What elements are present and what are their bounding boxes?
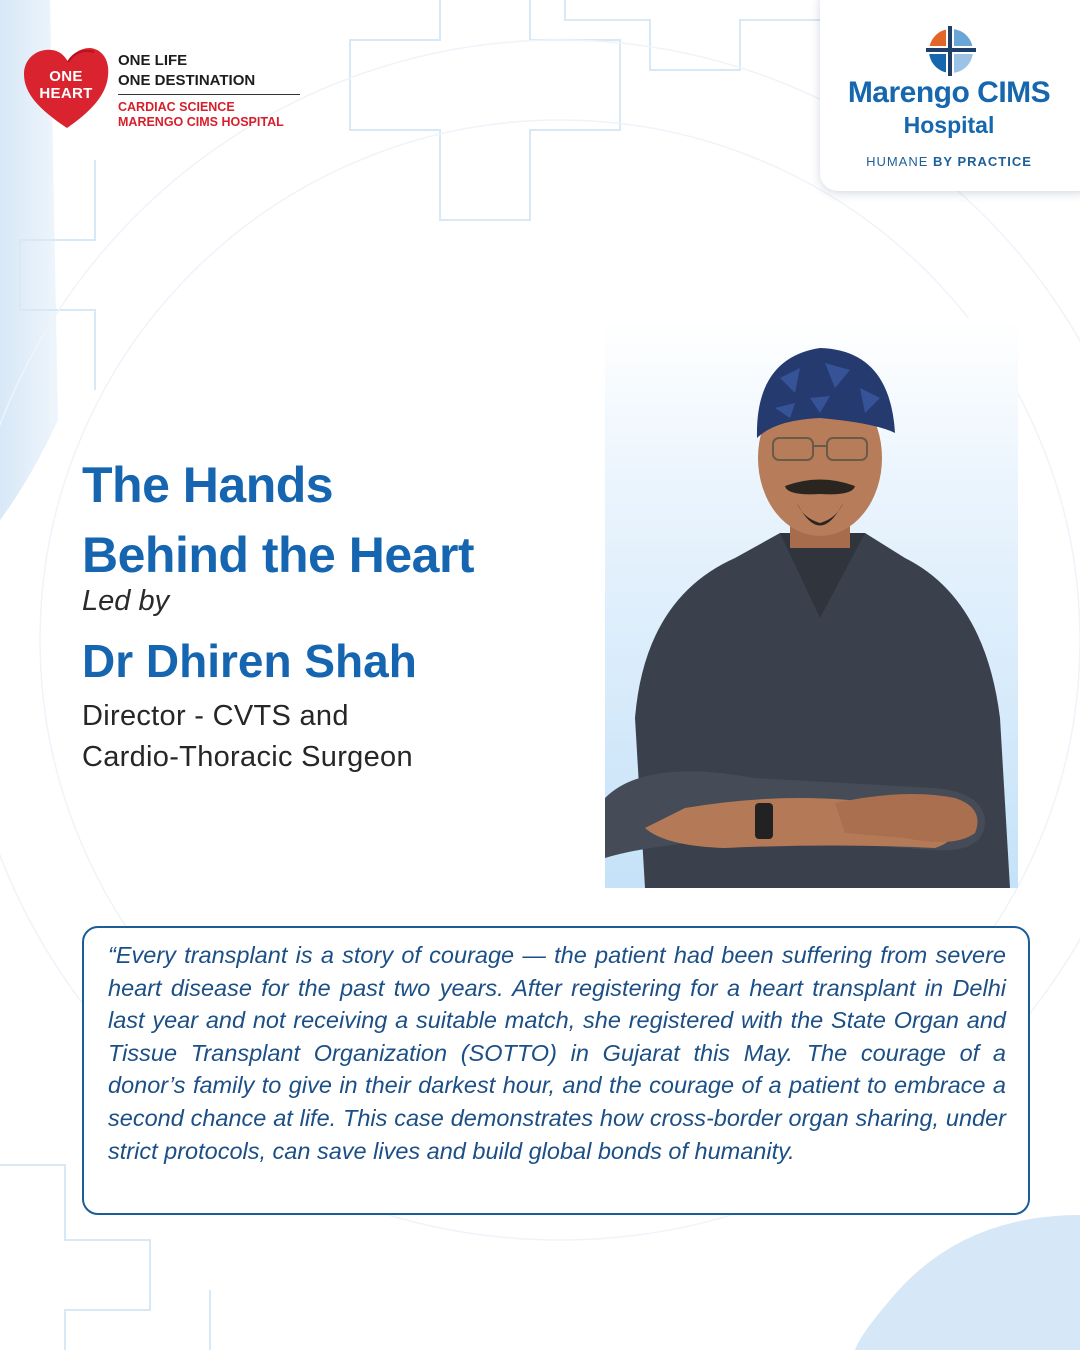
doctor-name: Dr Dhiren Shah [82,635,417,687]
headline-line1: The Hands [82,457,334,513]
surgeon-portrait-illustration [605,318,1018,888]
tagline-hospital: MARENGO CIMS HOSPITAL [118,115,284,129]
led-by-label: Led by [82,585,170,617]
one-heart-logo [22,46,312,136]
quote-box [82,926,1030,1215]
hospital-logo-card [820,0,1080,191]
heart-badge-line2: HEART [39,85,93,102]
doctor-title-line2: Cardio-Thoracic Surgeon [82,741,413,773]
brand-tagline-humane: HUMANE [866,154,934,169]
doctor-title-line1: Director - CVTS and [82,700,349,732]
quote-text: “Every transplant is a story of courage — the patient had been suffering from severe heart disease for the past two years. After registering for a heart transplant in Delhi last year and not receiving a suitable match, she registered with the State Organ and Tissue Transplant Organization (SOTTO) in Gujarat this May. The courage of a donor’s family to give in their darkest hour, and the courage of a patient to embrace a second chance at life. This case demonstrates how cross-border organ sharing, under strict protocols, can save lives and build global bonds of humanity. [108,942,1006,1164]
doctor-title [82,696,413,778]
cims-emblem-icon [920,20,982,82]
brand-name: Marengo CIMS [847,76,1051,109]
brand-tagline-practice: BY PRACTICE [933,154,1032,169]
bottom-right-blue-blob [855,1215,1080,1350]
brand-tagline [820,154,1078,169]
headline-line2: Behind the Heart [82,527,475,583]
brand-sub: Hospital [903,112,995,138]
doctor-photo [605,318,1018,888]
heart-badge-text [22,68,110,102]
tagline-divider [118,94,300,95]
heart-badge-line1: ONE [49,68,83,85]
tagline-one-life: ONE LIFE [118,52,188,69]
tagline-cardiac-science: CARDIAC SCIENCE [118,100,235,114]
tagline-one-destination: ONE DESTINATION [118,72,256,89]
headline [82,450,474,590]
